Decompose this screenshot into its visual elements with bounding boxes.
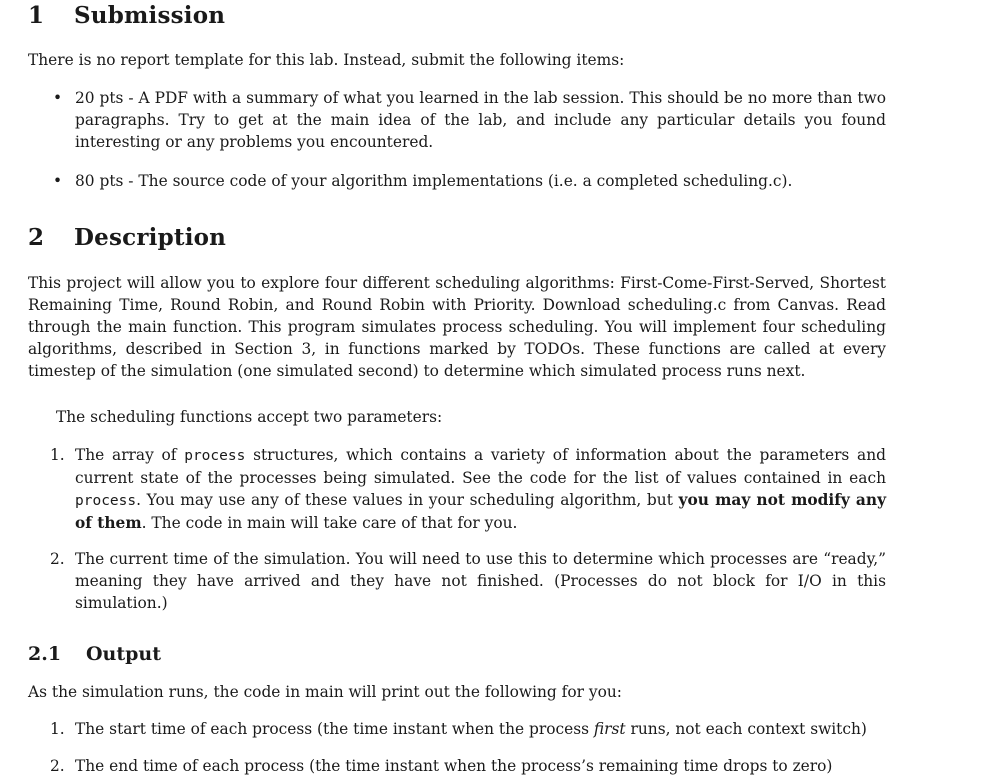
param-text: The array of xyxy=(75,446,185,464)
list-item xyxy=(28,755,898,777)
output-list-2 xyxy=(28,755,898,777)
enum-marker: 2. xyxy=(50,757,65,775)
list-item xyxy=(28,170,886,192)
output-intro: As the simulation runs, the code in main will print out the following for you: xyxy=(28,683,622,701)
output-item-text: runs, not each context switch) xyxy=(625,720,867,738)
section-title: Description xyxy=(74,224,227,251)
enum-marker: 1. xyxy=(50,720,65,738)
bullet: • xyxy=(53,89,63,107)
description-paragraph: This project will allow you to explore four different scheduling algorithms: First-Come-First-Served, Shortest Remaining Time, Round Robin, and Round Robin with Priority. Download scheduling.c from Canvas. Read through the main function. This program simulates process scheduling. You will implement four scheduling algorithms, described in Section 3, in functions marked by TODOs. These functions are called at every timestep of the simulation (one simulated second) to determine which simulated process runs next. xyxy=(28,274,886,380)
subsection-number: 2.1 xyxy=(28,643,62,665)
parameter-list-2 xyxy=(28,548,886,614)
submission-item-text: 20 pts - A PDF with a summary of what you learned in the lab session. This should be no more than two paragraphs. Try to get at the main idea of the lab, and include any particular details you found interesting or any problems you encountered. xyxy=(75,89,886,151)
output-item-text: The start time of each process (the time instant when the process xyxy=(75,720,594,738)
param-text: structures, which contains a variety of information about the parameters and current state of the processes being simulated. See the code for the list of values contained in each xyxy=(75,446,887,487)
list-item xyxy=(28,87,886,153)
section-number: 1 xyxy=(28,2,45,29)
subsection-heading-output xyxy=(28,643,161,665)
code-process: process xyxy=(184,448,246,464)
subsection-title: Output xyxy=(86,643,162,665)
param-text: . You may use any of these values in your scheduling algorithm, but xyxy=(136,491,679,509)
emphasis-text: you may not modify any of them xyxy=(75,491,887,532)
output-item-text: The end time of each process (the time instant when the process’s remaining time drops to zero) xyxy=(75,757,833,775)
submission-items-2 xyxy=(28,170,886,192)
section-number: 2 xyxy=(28,224,45,251)
enum-marker: 1. xyxy=(50,446,65,464)
parameter-list xyxy=(28,444,886,534)
param-text: . The code in main will take care of that for you. xyxy=(141,514,518,532)
bullet: • xyxy=(53,172,63,190)
enum-marker: 2. xyxy=(50,550,65,568)
submission-items xyxy=(28,87,886,153)
code-process: process xyxy=(75,493,137,509)
output-list xyxy=(28,718,898,740)
list-item xyxy=(28,444,886,534)
section-title: Submission xyxy=(74,2,226,29)
list-item xyxy=(28,718,898,740)
section-heading-description xyxy=(28,224,226,251)
emphasis-first: first xyxy=(593,720,626,738)
list-item xyxy=(28,548,886,614)
submission-item-text: 80 pts - The source code of your algorithm implementations (i.e. a completed scheduling.c). xyxy=(75,172,793,190)
description-params-intro: The scheduling functions accept two parameters: xyxy=(56,408,443,426)
submission-intro: There is no report template for this lab. Instead, submit the following items: xyxy=(28,51,625,69)
param-text: The current time of the simulation. You will need to use this to determine which processes are “ready,” meaning they have arrived and they have not finished. (Processes do not block for I/O in this simulation.) xyxy=(75,550,886,612)
section-heading-submission xyxy=(28,2,225,29)
